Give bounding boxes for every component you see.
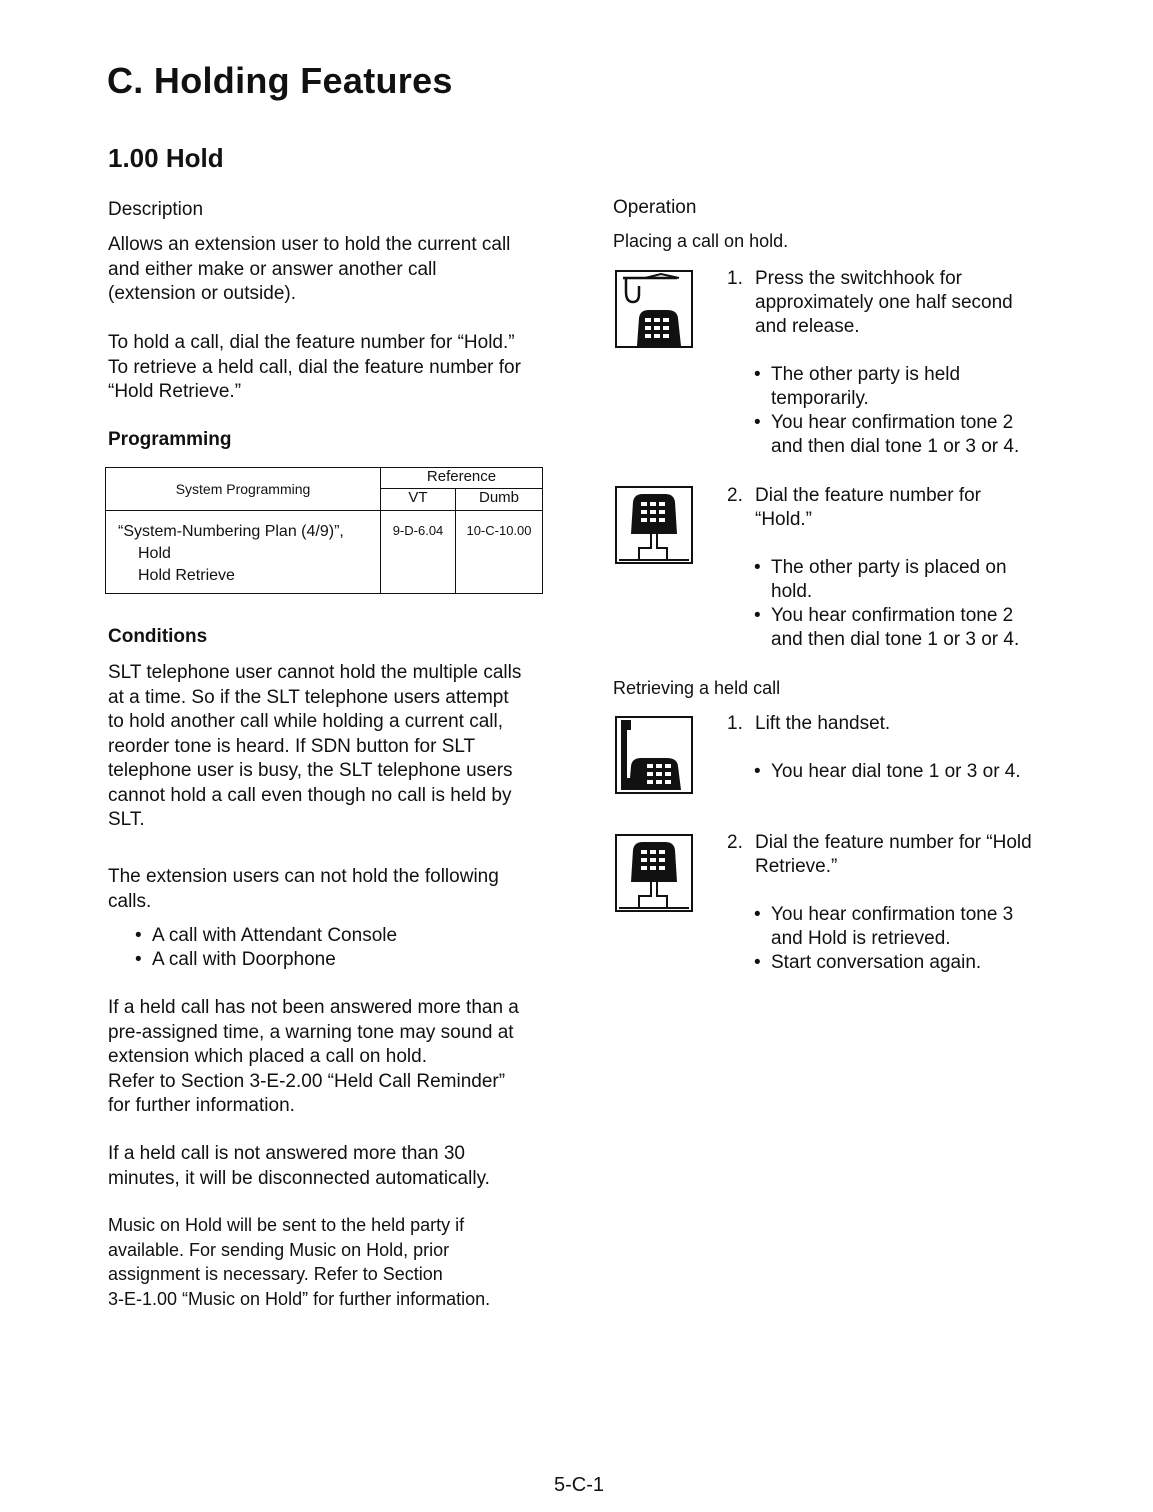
step-text	[727, 267, 1057, 339]
disconnect-line: minutes, it will be disconnected automatically.	[108, 1167, 490, 1189]
table-header-system-programming: System Programming	[106, 468, 381, 511]
step-bullets	[754, 556, 1057, 652]
step-line: Dial the feature number for “Hold	[755, 832, 1032, 853]
conditions-heading: Conditions	[108, 626, 208, 647]
dialpad-icon	[615, 834, 693, 912]
step-line: Dial the feature number for	[755, 485, 982, 506]
description-text	[108, 233, 510, 307]
conditions-line: to hold another call while holding a current call,	[108, 711, 504, 732]
bullet-line: You hear confirmation tone 3	[771, 904, 1014, 925]
step-line: Lift the handset.	[755, 713, 891, 734]
program-line: “System-Numbering Plan (4/9)”,	[118, 523, 344, 540]
retrieving-step-2	[727, 831, 1057, 975]
description-heading: Description	[108, 199, 204, 220]
warning-line: If a held call has not been answered more than a	[108, 997, 519, 1018]
cannot-hold-list	[135, 924, 397, 972]
step-bullets	[754, 760, 1057, 784]
table-header-dumb: Dumb	[456, 489, 543, 511]
step-bullets	[754, 903, 1057, 975]
music-text	[108, 1213, 490, 1311]
step-number: 1.	[727, 268, 743, 289]
list-item	[754, 760, 1057, 784]
dialpad-icon	[615, 486, 693, 564]
table-header-reference: Reference	[381, 468, 543, 489]
conditions-line: at a time. So if the SLT telephone users attempt	[108, 686, 509, 708]
page-title: C. Holding Features	[107, 60, 453, 101]
table-cell-program	[106, 511, 381, 594]
table-header-vt: VT	[381, 489, 456, 511]
step-bullets	[754, 363, 1057, 459]
reference-table	[105, 467, 543, 594]
switchhook-icon	[615, 270, 693, 348]
warning-text	[108, 996, 519, 1119]
placing-step-2	[727, 484, 1057, 652]
step-line: “Hold.”	[755, 509, 813, 530]
instruction-line: “Hold Retrieve.”	[108, 381, 242, 402]
step-line: Press the switchhook for	[755, 268, 962, 289]
music-line: 3-E-1.00 “Music on Hold” for further information.	[108, 1288, 491, 1309]
list-item: • A call with Doorphone	[135, 948, 397, 972]
bullet-line: You hear confirmation tone 2	[771, 412, 1014, 433]
conditions-line: cannot hold a call even though no call is held by	[108, 784, 512, 806]
list-item	[754, 411, 1057, 459]
bullet-line: Start conversation again.	[771, 952, 982, 973]
list-item	[754, 951, 1057, 975]
disconnect-text	[108, 1142, 490, 1191]
programming-heading: Programming	[108, 429, 232, 450]
music-line: Music on Hold will be sent to the held party if	[108, 1215, 465, 1235]
hold-instructions	[108, 331, 521, 405]
music-line: assignment is necessary. Refer to Section	[108, 1264, 443, 1284]
bullet-line: and Hold is retrieved.	[771, 928, 951, 949]
table-cell-vt: 9-D-6.04	[381, 511, 456, 594]
cannot-hold-text	[108, 865, 499, 914]
cannot-hold-line: The extension users can not hold the following	[108, 866, 499, 887]
description-line: and either make or answer another call	[108, 258, 437, 280]
table-cell-dumb: 10-C-10.00	[456, 511, 543, 594]
list-item	[754, 556, 1057, 604]
program-line: Hold Retrieve	[138, 567, 235, 584]
description-line: Allows an extension user to hold the current call	[108, 234, 511, 255]
operation-heading: Operation	[613, 197, 697, 218]
step-text	[727, 712, 1057, 736]
warning-line: extension which placed a call on hold.	[108, 1046, 427, 1067]
bullet-line: and then dial tone 1 or 3 or 4.	[771, 436, 1020, 457]
placing-step-1	[727, 267, 1057, 459]
instruction-line: To retrieve a held call, dial the feature number for	[108, 356, 521, 378]
list-item	[754, 363, 1057, 411]
bullet-line: The other party is placed on	[771, 557, 1007, 578]
warning-line: Refer to Section 3-E-2.00 “Held Call Reminder”	[108, 1070, 506, 1092]
conditions-line: SLT telephone user cannot hold the multiple calls	[108, 662, 522, 683]
bullet-line: You hear dial tone 1 or 3 or 4.	[771, 761, 1021, 782]
step-line: and release.	[755, 316, 860, 337]
table-row	[106, 511, 543, 594]
conditions-line: reorder tone is heard. If SDN button for SLT	[108, 735, 476, 757]
section-title: 1.00 Hold	[108, 143, 224, 173]
conditions-line: telephone user is busy, the SLT telephone users	[108, 760, 513, 781]
conditions-line: SLT.	[108, 809, 145, 830]
step-line: Retrieve.”	[755, 856, 838, 877]
placing-heading: Placing a call on hold.	[613, 231, 789, 251]
list-item	[754, 903, 1057, 951]
page-number: 5-C-1	[554, 1474, 605, 1496]
step-number: 2.	[727, 832, 743, 853]
bullet-line: The other party is held	[771, 364, 961, 385]
bullet-line: hold.	[771, 581, 813, 602]
program-line: Hold	[138, 545, 171, 562]
retrieving-heading: Retrieving a held call	[613, 678, 781, 698]
retrieving-step-1	[727, 712, 1057, 784]
step-number: 1.	[727, 713, 743, 734]
bullet-line: temporarily.	[771, 388, 869, 409]
step-number: 2.	[727, 485, 743, 506]
disconnect-line: If a held call is not answered more than 30	[108, 1143, 465, 1164]
description-line: (extension or outside).	[108, 283, 296, 304]
bullet-line: and then dial tone 1 or 3 or 4.	[771, 629, 1020, 650]
handset-lift-icon	[615, 716, 693, 794]
warning-line: for further information.	[108, 1095, 295, 1116]
warning-line: pre-assigned time, a warning tone may sound at	[108, 1021, 514, 1043]
bullet-line: You hear confirmation tone 2	[771, 605, 1014, 626]
step-text	[727, 831, 1057, 879]
cannot-hold-line: calls.	[108, 890, 152, 912]
music-line: available. For sending Music on Hold, prior	[108, 1239, 450, 1260]
step-line: approximately one half second	[755, 292, 1013, 313]
list-item: • A call with Attendant Console	[135, 924, 397, 948]
instruction-line: To hold a call, dial the feature number for “Hold.”	[108, 332, 515, 353]
list-item	[754, 604, 1057, 652]
step-text	[727, 484, 1057, 532]
conditions-text	[108, 661, 521, 833]
